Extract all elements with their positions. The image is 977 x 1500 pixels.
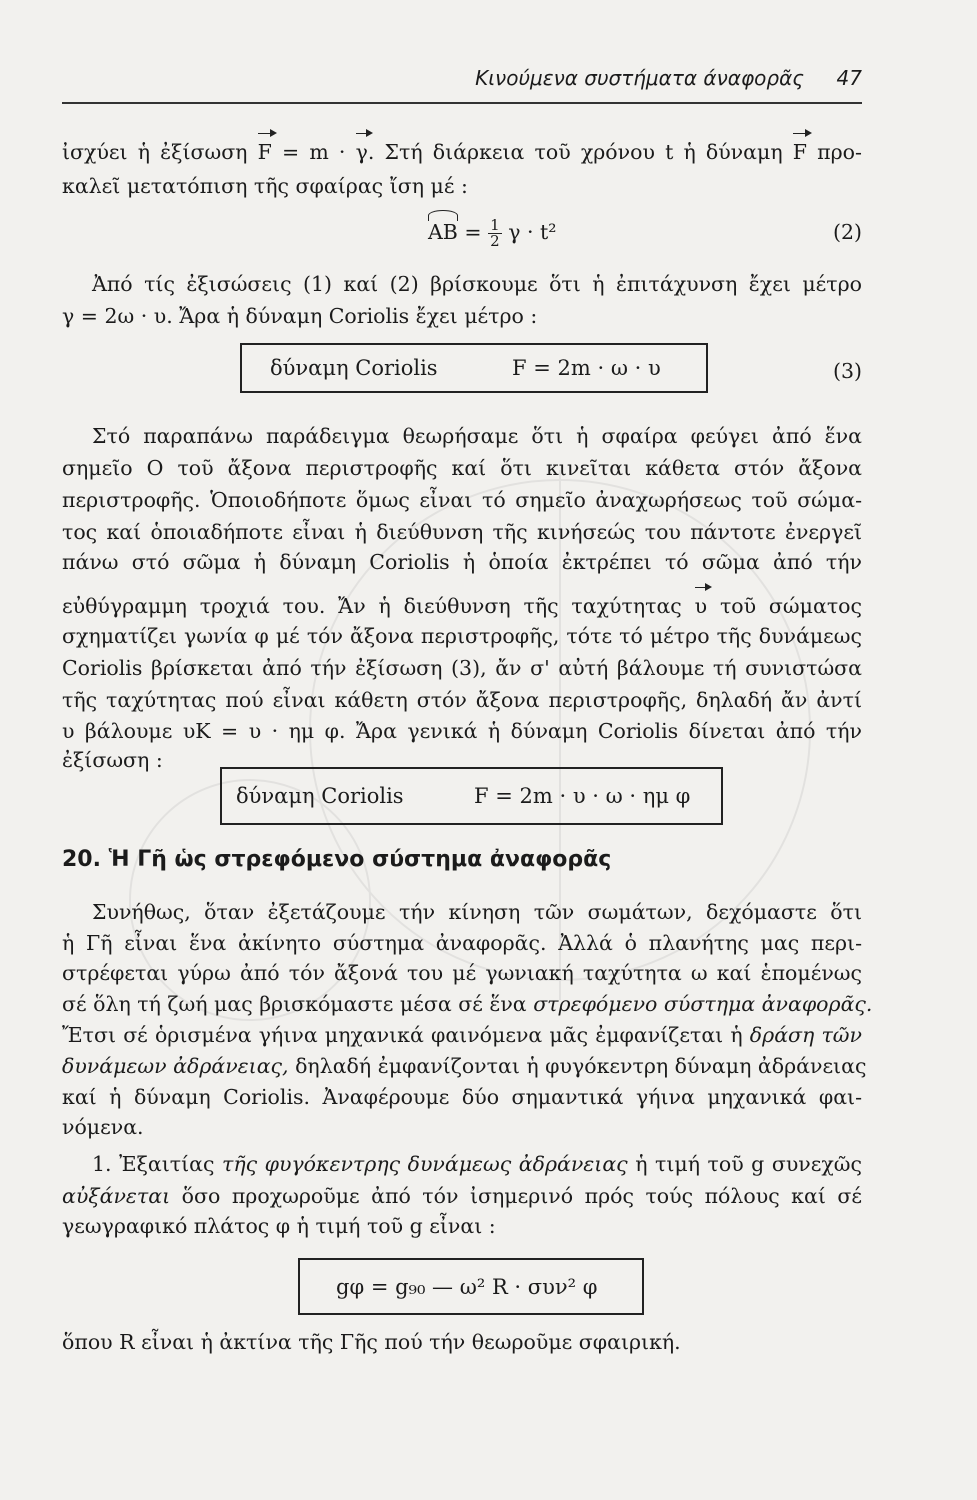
text-line: Coriolis βρίσκεται ἀπό τήν ἐξίσωση (3), ἄν σ' αὐτή βάλουμε τή συνιστώσα — [62, 656, 862, 680]
text-line: εὐθύγραμμη τροχιά του. Ἄν ἡ διεύθυνση τῆς ταχύτητας υ τοῦ σώματος — [62, 594, 862, 618]
section-heading: 20. Ἡ Γῆ ὡς στρεφόμενο σύστημα ἀναφορᾶς — [62, 847, 612, 872]
coriolis-general-formula-box — [220, 767, 723, 825]
formula-label: δύναμη Coriolis — [236, 784, 404, 808]
fraction-one-half: $\frac{1}{2}$ — [490, 216, 500, 250]
italic-phrase: τῆς φυγόκεντρης δυνάμεως ἀδράνειας — [221, 1152, 628, 1176]
text-line: στρέφεται γύρω ἀπό τόν ἄξονά του μέ γωνιακή ταχύτητα ω καί ἑπομένως — [62, 961, 862, 985]
equation-number: (2) — [832, 220, 862, 244]
formula: gφ = g₉₀ — ω² R · συν² φ — [336, 1274, 598, 1299]
italic-phrase: στρεφόμενο σύστημα ἀναφορᾶς. — [533, 992, 873, 1016]
text-line: σέ ὅλη τή ζωή μας βρισκόμαστε μέσα σέ ἕνα στρεφόμενο σύστημα ἀναφορᾶς. — [62, 992, 873, 1016]
page-header — [62, 62, 862, 104]
text-line: καί ἡ δύναμη Coriolis. Ἀναφέρουμε δύο σημαντικά γήινα μηχανικά φαι- — [62, 1085, 862, 1109]
text-line: πάνω στό σῶμα ἡ δύναμη Coriolis ἡ ὁποία ἐκτρέπει τό σῶμα ἀπό τήν — [62, 550, 862, 574]
vector-F: F — [792, 140, 807, 164]
formula-label: δύναμη Coriolis — [270, 356, 438, 380]
text-line: σημεῖο Ο τοῦ ἄξονα περιστροφῆς καί ὅτι κινεῖται κάθετα στόν ἄξονα — [62, 456, 862, 480]
text-line: γ = 2ω · υ. Ἄρα ἡ δύναμη Coriolis ἔχει μέτρο : — [62, 304, 538, 328]
text-line: καλεῖ μετατόπιση τῆς σφαίρας ἴση μέ : — [62, 174, 468, 198]
text-line: νόμενα. — [62, 1115, 144, 1139]
text-line: Στό παραπάνω παράδειγμα θεωρήσαμε ὅτι ἡ σφαίρα φεύγει ἀπό ἕνα — [92, 424, 862, 448]
arc-AB: AB — [428, 220, 458, 244]
italic-phrase: αὐξάνεται — [62, 1184, 171, 1208]
text-line: ὅπου R εἶναι ἡ ἀκτίνα τῆς Γῆς πού τήν θεωροῦμε σφαιρική. — [62, 1330, 681, 1354]
text-line: Συνήθως, ὅταν ἐξετάζουμε τήν κίνηση τῶν σωμάτων, δεχόμαστε ὅτι — [92, 900, 862, 924]
text-line: υ βάλουμε υK = υ · ημ φ. Ἄρα γενικά ἡ δύναμη Coriolis δίνεται ἀπό τήν — [62, 719, 862, 743]
page-number: 47 — [836, 66, 862, 90]
italic-phrase: δυνάμεων ἀδράνειας, — [62, 1054, 289, 1078]
gravity-latitude-formula-box — [298, 1258, 644, 1315]
coriolis-formula-box — [240, 343, 708, 393]
equation-number: (3) — [832, 359, 862, 383]
italic-phrase: δράση τῶν — [749, 1023, 862, 1047]
text-line: Ἔτσι σέ ὁρισμένα γήινα μηχανικά φαινόμενα μᾶς ἐμφανίζεται ἡ δράση τῶν — [62, 1023, 862, 1047]
text-line: ἰσχύει ἡ ἐξίσωση F = m · γ. Στή διάρκεια τοῦ χρόνου t ἡ δύναμη F προ- — [62, 140, 862, 164]
text-line: σχηματίζει γωνία φ μέ τόν ἄξονα περιστροφῆς, τότε τό μέτρο τῆς δυνάμεως — [62, 624, 862, 648]
text-line: τῆς ταχύτητας πού εἶναι κάθετη στόν ἄξονα περιστροφῆς, δηλαδή ἄν ἀντί — [62, 688, 862, 712]
vector-F: F — [257, 140, 272, 164]
formula: F = 2m · ω · υ — [512, 356, 661, 380]
text-line: γεωγραφικό πλάτος φ ἡ τιμή τοῦ g εἶναι : — [62, 1214, 496, 1238]
text-line: αὐξάνεται ὅσο προχωροῦμε ἀπό τόν ἰσημερινό πρός τούς πόλους καί σέ — [62, 1184, 862, 1208]
vector-gamma: γ — [355, 140, 368, 164]
text-line: περιστροφῆς. Ὁποιοδήποτε ὅμως εἶναι τό σημεῖο ἀναχωρήσεως τοῦ σώμα- — [62, 488, 862, 512]
equation-2: AB = $\frac{1}{2}$ γ · t² (2) — [428, 216, 862, 250]
text-line: 1. Ἐξαιτίας τῆς φυγόκεντρης δυνάμεως ἀδράνειας ἡ τιμή τοῦ g συνεχῶς — [92, 1152, 862, 1176]
vector-v: υ — [694, 594, 708, 618]
text-line: ἡ Γῆ εἶναι ἕνα ἀκίνητο σύστημα ἀναφορᾶς. Ἀλλά ὁ πλανήτης μας περι- — [62, 931, 862, 955]
running-title: Κινούμενα συστήματα άναφορᾶς — [475, 66, 804, 90]
text-line: τος καί ὁποιαδήποτε εἶναι ἡ διεύθυνση τῆς κινήσεώς του πάντοτε ἐνεργεῖ — [62, 520, 862, 544]
text-line: δυνάμεων ἀδράνειας, δηλαδή ἐμφανίζονται ἡ φυγόκεντρη δύναμη ἀδράνειας — [62, 1054, 867, 1078]
text-line: ἐξίσωση : — [62, 748, 163, 772]
text-line: Ἀπό τίς ἐξισώσεις (1) καί (2) βρίσκουμε ὅτι ἡ ἐπιτάχυνση ἔχει μέτρο — [92, 272, 862, 296]
formula: F = 2m · υ · ω · ημ φ — [474, 784, 691, 808]
